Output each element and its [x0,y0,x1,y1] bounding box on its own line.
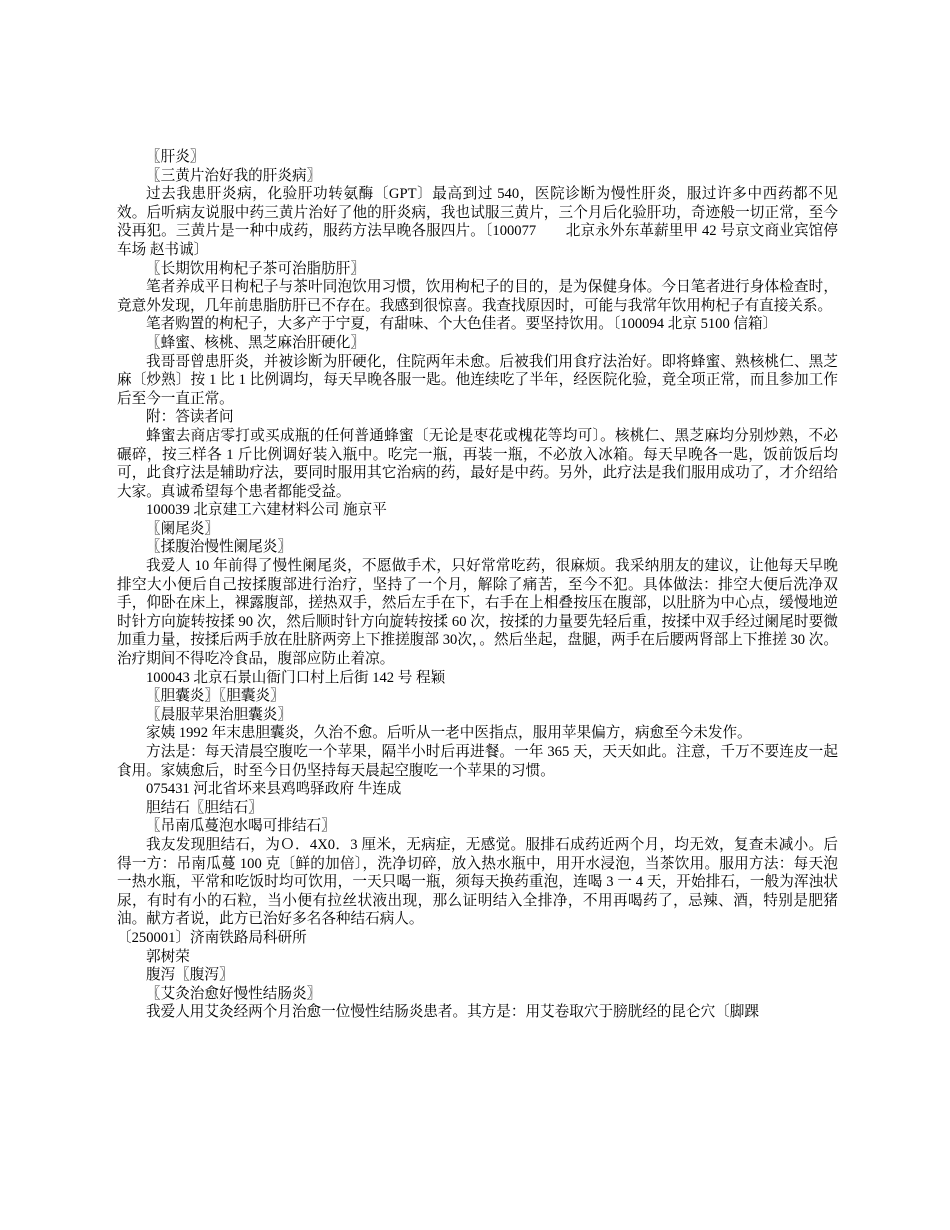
article-title-apple: 〖晨服苹果治胆囊炎〗 [146,706,292,723]
paragraph: 附：答读者问 [146,409,234,426]
paragraph: 笔者购置的枸杞子，大多产于宁夏，有甜味、个大色佳者。要坚持饮用。〔100094 北京 5100 信箱〕 [146,316,778,333]
paragraph: 方法是：每天清晨空腹吃一个苹果，隔半小时后再进餐。一年 365 天，天天如此。注意，千万不要连皮一起食用。家姨愈后，时至今日仍坚持每天晨起空腹吃一个苹果的习惯。 [117,744,838,779]
section-heading-gallstones: 胆结石〖胆结石〗 [146,799,263,816]
paragraph: 我友发现胆结石，为Ｏ．4X0．3 厘米，无病症，无感觉。服排石成药近两个月，均无效，复查未减小。后得一方：吊南瓜蔓 100 克〔鲜的加倍〕，洗净切碎，放入热水瓶中，用开水浸泡，当茶饮用。服用方法：每天泡一热水瓶，平常和吃饭时均可饮用，一天只喝一瓶，须每天换药重泡，连喝 3 一 4 天，开始排石，一般为浑浊状尿，有时有小的石粒，当小便有拉丝状液出现，那么证明结入全排净，不用再喝药了，忌辣、酒，特别是肥猪油。献方者说，此方已治好多名各种结石病人。 [117,836,838,928]
paragraph: 我哥哥曾患肝炎，并被诊断为肝硬化，住院两年未愈。后被我们用食疗法治好。即将蜂蜜、熟核桃仁、黑芝麻〔炒熟〕按 1 比 1 比例调均，每天早晚各服一匙。他连续吃了半年，经医院化验，竟全项正常，而且参加工作后至今一直正常。 [117,353,838,407]
section-heading-appendicitis: 〖阑尾炎〗 [146,520,219,537]
article-title-honey-walnut: 〖蜂蜜、核桃、黑芝麻治肝硬化〗 [146,334,365,351]
paragraph: 蜂蜜去商店零打或买成瓶的任何普通蜂蜜〔无论是枣花或槐花等均可〕。核桃仁、黑芝麻均分别炒熟，不必碾碎，按三样各 1 斤比例调好装入瓶中。吃完一瓶，再装一瓶，不必放入冰箱。每天早晚各一匙，饭前饭后均可，此食疗法是辅助疗法，要同时服用其它治病的药，最好是中药。另外，此疗法是我们服用成功了，才介绍给大家。真诚希望每个患者都能受益。 [117,427,838,500]
paragraph: 家姨 1992 年末患胆囊炎，久治不愈。后听从一老中医指点，服用苹果偏方，病愈至今未发作。 [146,725,752,742]
section-heading-diarrhea: 腹泻〖腹泻〗 [146,967,234,984]
paragraph: 我爱人 10 年前得了慢性阑尾炎，不愿做手术，只好常常吃药，很麻烦。我采纳朋友的建议，让他每天早晚排空大小便后自己按揉腹部进行治疗，坚持了一个月，解除了痛苦，至今不犯。具体做法：排空大便后洗净双手，仰卧在床上，裸露腹部，搓热双手，然后左手在下，右手在上相叠按压在腹部，以肚脐为中心点，缓慢地逆时针方向旋转按揉 90 次，然后顺时针方向旋转按揉 60 次，按揉的力量要先轻后重，按揉中双手经过阑尾时要微加重力量，按揉后两手放在肚脐两旁上下推搓腹部 30次，。然后坐起，盘腿，两手在后腰两肾部上下推搓 30 次。治疗期间不得吃冷食品，腹部应防止着凉。 [117,558,838,668]
author-line: 〔250001〕济南铁路局科研所 [117,929,307,946]
article-title-goji: 〖长期饮用枸杞子茶可治脂肪肝〗 [146,260,365,277]
section-heading-cholecystitis: 〖胆囊炎〗〖胆囊炎〗 [146,688,285,705]
paragraph: 笔者养成平日枸杞子与茶叶同泡饮用习惯，饮用枸杞子的目的，是为保健身体。今日笔者进行身体检查时，竟意外发现，几年前患脂肪肝已不存在。我感到很惊喜。我查找原因时，可能与我常年饮用枸杞子有直接关系。 [117,279,838,314]
paragraph: 过去我患肝炎病，化验肝功转氨酶〔GPT〕最高到过 540，医院诊断为慢性肝炎，服过许多中西药都不见效。后听病友说服中药三黄片治好了他的肝炎病，我也试服三黄片，三个月后化验肝功，奇迹般一切正常，至今没再犯。三黄片是一种中成药，服药方法早晚各服四片。〔100077 北京永外东革薪里甲 42 号京文商业宾馆停车场 赵书诚〕 [117,186,838,258]
author-line: 075431 河北省坏来县鸡鸣驿政府 牛连成 [146,781,402,798]
document-page [117,148,838,1022]
author-line: 郭树荣 [146,948,190,965]
article-title-sanhuang: 〖三黄片治好我的肝炎病〗 [146,167,322,184]
article-title-moxibustion: 〖艾灸治愈好慢性结肠炎〗 [146,985,322,1002]
article-title-pumpkin-vine: 〖吊南瓜蔓泡水喝可排结石〗 [146,818,336,835]
author-line: 100043 北京石景山衙门口村上后街 142 号 程颖 [146,669,446,686]
section-heading-hepatitis: 〖肝炎〗 [146,149,205,165]
author-line: 100039 北京建工六建材料公司 施京平 [146,502,387,519]
paragraph: 我爱人用艾灸经两个月治愈一位慢性结肠炎患者。其方是：用艾卷取穴于膀胱经的昆仑穴〔脚踝 [146,1004,759,1021]
article-title-abdomen-massage: 〖揉腹治慢性阑尾炎〗 [146,539,292,556]
